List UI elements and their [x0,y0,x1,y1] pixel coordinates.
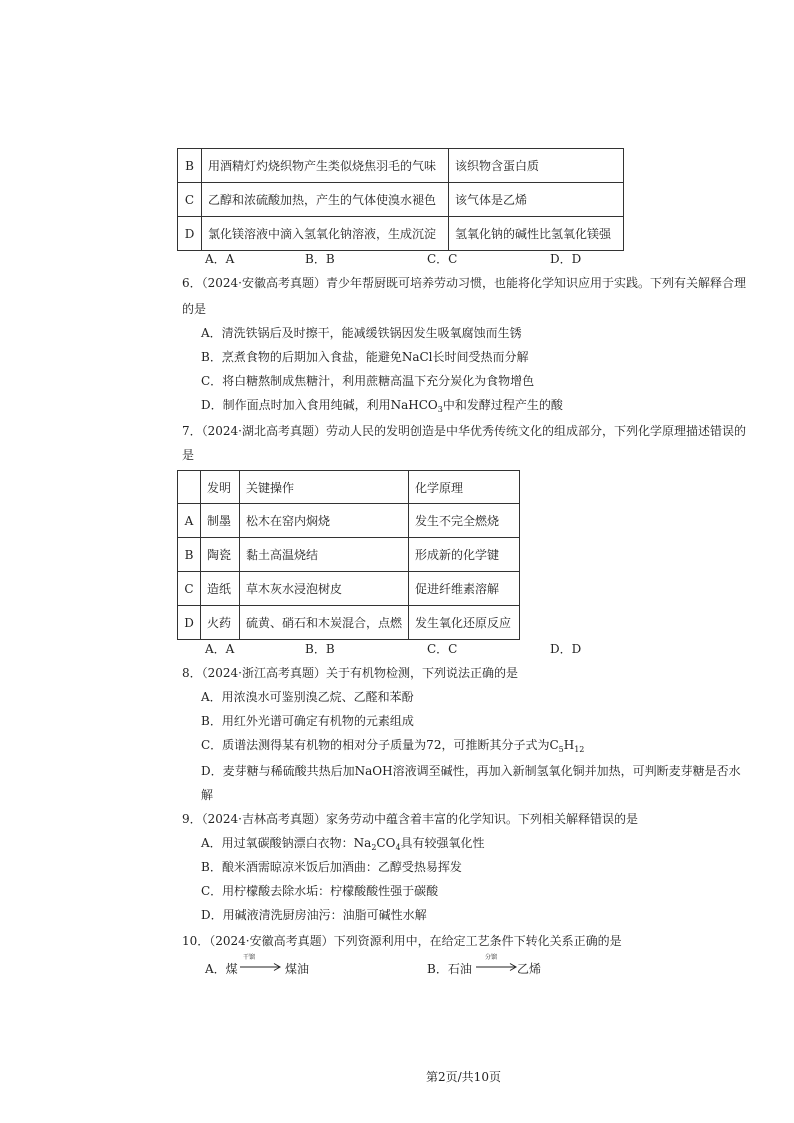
table-cell: 黏土高温烧结 [240,538,409,572]
q6-option-d: D．制作面点时加入食用纯碱，利用NaHCO$_3$中和发酵过程产生的酸 [201,398,563,414]
q7-option-b: B．B [305,642,335,656]
table-cell: 发生不完全燃烧 [409,504,520,538]
table-cell: D [178,606,201,640]
table-row [178,572,520,606]
q7-option-d: D．D [550,642,582,656]
q9-stem: 9．（2024·吉林高考真题）家务劳动中蕴含着丰富的化学知识。下列相关解释错误的是 [182,812,638,826]
q10-option-b-condition: 分馏 [485,954,498,961]
table-cell: D [178,217,202,251]
q7-option-a: A．A [205,642,235,656]
table-q5 [177,148,624,251]
table-cell: 氢氧化钠的碱性比氢氧化镁强 [449,217,624,251]
table-cell: 陶瓷 [201,538,240,572]
q10-option-a-to: 煤油 [285,962,310,976]
table-cell: 乙醇和浓硫酸加热，产生的气体使溴水褪色 [202,183,449,217]
table-cell [178,471,201,504]
table-row [178,504,520,538]
table-row [178,217,624,251]
table-row [178,606,520,640]
q10-option-b-from: B．石油 [427,962,472,976]
reaction-arrow-icon [476,962,520,972]
q5-option-c: C．C [427,252,458,266]
page-number: 第2页/共10页 [426,1070,501,1084]
table-cell: B [178,149,202,183]
table-row [178,538,520,572]
q8-option-b: B．用红外光谱可确定有机物的元素组成 [201,714,414,728]
table-row [178,149,624,183]
q5-option-a: A．A [205,252,235,266]
q8-stem: 8．（2024·浙江高考真题）关于有机物检测，下列说法正确的是 [182,666,518,680]
q8-option-a: A．用浓溴水可鉴别溴乙烷、乙醛和苯酚 [201,690,414,704]
table-cell: 发明 [201,471,240,504]
q6-option-c: C．将白糖熬制成焦糖汁，利用蔗糖高温下充分炭化为食物增色 [201,374,535,388]
q6-stem-cont: 的是 [182,302,207,316]
table-row [178,471,520,504]
q5-option-d: D．D [550,252,582,266]
table-cell: 该织物含蛋白质 [449,149,624,183]
q7-option-c: C．C [427,642,458,656]
reaction-arrow-icon [240,962,284,972]
q10-option-a-condition: 干馏 [243,954,256,961]
table-cell: 促进纤维素溶解 [409,572,520,606]
table-cell: 松木在窑内焖烧 [240,504,409,538]
q9-option-c: C．用柠檬酸去除水垢：柠檬酸酸性强于碳酸 [201,884,439,898]
q8-option-c: C．质谱法测得某有机物的相对分子质量为72，可推断其分子式为$C_5H_{12}$ [201,738,585,754]
q6-option-a: A．清洗铁锅后及时擦干，能减缓铁锅因发生吸氧腐蚀而生锈 [201,326,522,340]
table-cell: 发生氧化还原反应 [409,606,520,640]
table-cell: 该气体是乙烯 [449,183,624,217]
q9-option-b: B．酿米酒需晾凉米饭后加酒曲：乙醇受热易挥发 [201,860,462,874]
q6-stem: 6．（2024·安徽高考真题）青少年帮厨既可培养劳动习惯，也能将化学知识应用于实践。下列有关解释合理 [182,276,746,290]
table-row [178,183,624,217]
table-q7 [177,470,520,640]
q6-option-b: B．烹煮食物的后期加入食盐，能避免NaCl长时间受热而分解 [201,350,529,364]
table-cell: 氯化镁溶液中滴入氢氧化钠溶液，生成沉淀 [202,217,449,251]
table-cell: A [178,504,201,538]
q8-option-d: D．麦芽糖与稀硫酸共热后加NaOH溶液调至碱性，再加入新制氢氧化铜并加热，可判断麦芽糖是否水 [201,764,741,778]
q7-stem: 7．（2024·湖北高考真题）劳动人民的发明创造是中华优秀传统文化的组成部分，下列化学原理描述错误的 [182,424,746,438]
table-cell: 硫黄、硝石和木炭混合，点燃 [240,606,409,640]
q10-stem: 10．（2024·安徽高考真题）下列资源利用中，在给定工艺条件下转化关系正确的是 [182,934,622,948]
table-cell: 化学原理 [409,471,520,504]
table-cell: 草木灰水浸泡树皮 [240,572,409,606]
table-cell: 形成新的化学键 [409,538,520,572]
table-cell: B [178,538,201,572]
q9-option-d: D．用碱液清洗厨房油污：油脂可碱性水解 [201,908,427,922]
table-cell: 造纸 [201,572,240,606]
q10-option-b-to: 乙烯 [517,962,542,976]
q5-option-b: B．B [305,252,335,266]
q9-option-a: A．用过氧碳酸钠漂白衣物：$Na_2CO_4$具有较强氧化性 [201,836,485,852]
table-cell: 关键操作 [240,471,409,504]
q7-stem-cont: 是 [182,448,195,462]
table-cell: 制墨 [201,504,240,538]
q8-option-d-cont: 解 [201,788,214,802]
table-cell: 用酒精灯灼烧织物产生类似烧焦羽毛的气味 [202,149,449,183]
q10-option-a-from: A．煤 [205,962,238,976]
table-cell: C [178,572,201,606]
table-cell: 火药 [201,606,240,640]
table-cell: C [178,183,202,217]
